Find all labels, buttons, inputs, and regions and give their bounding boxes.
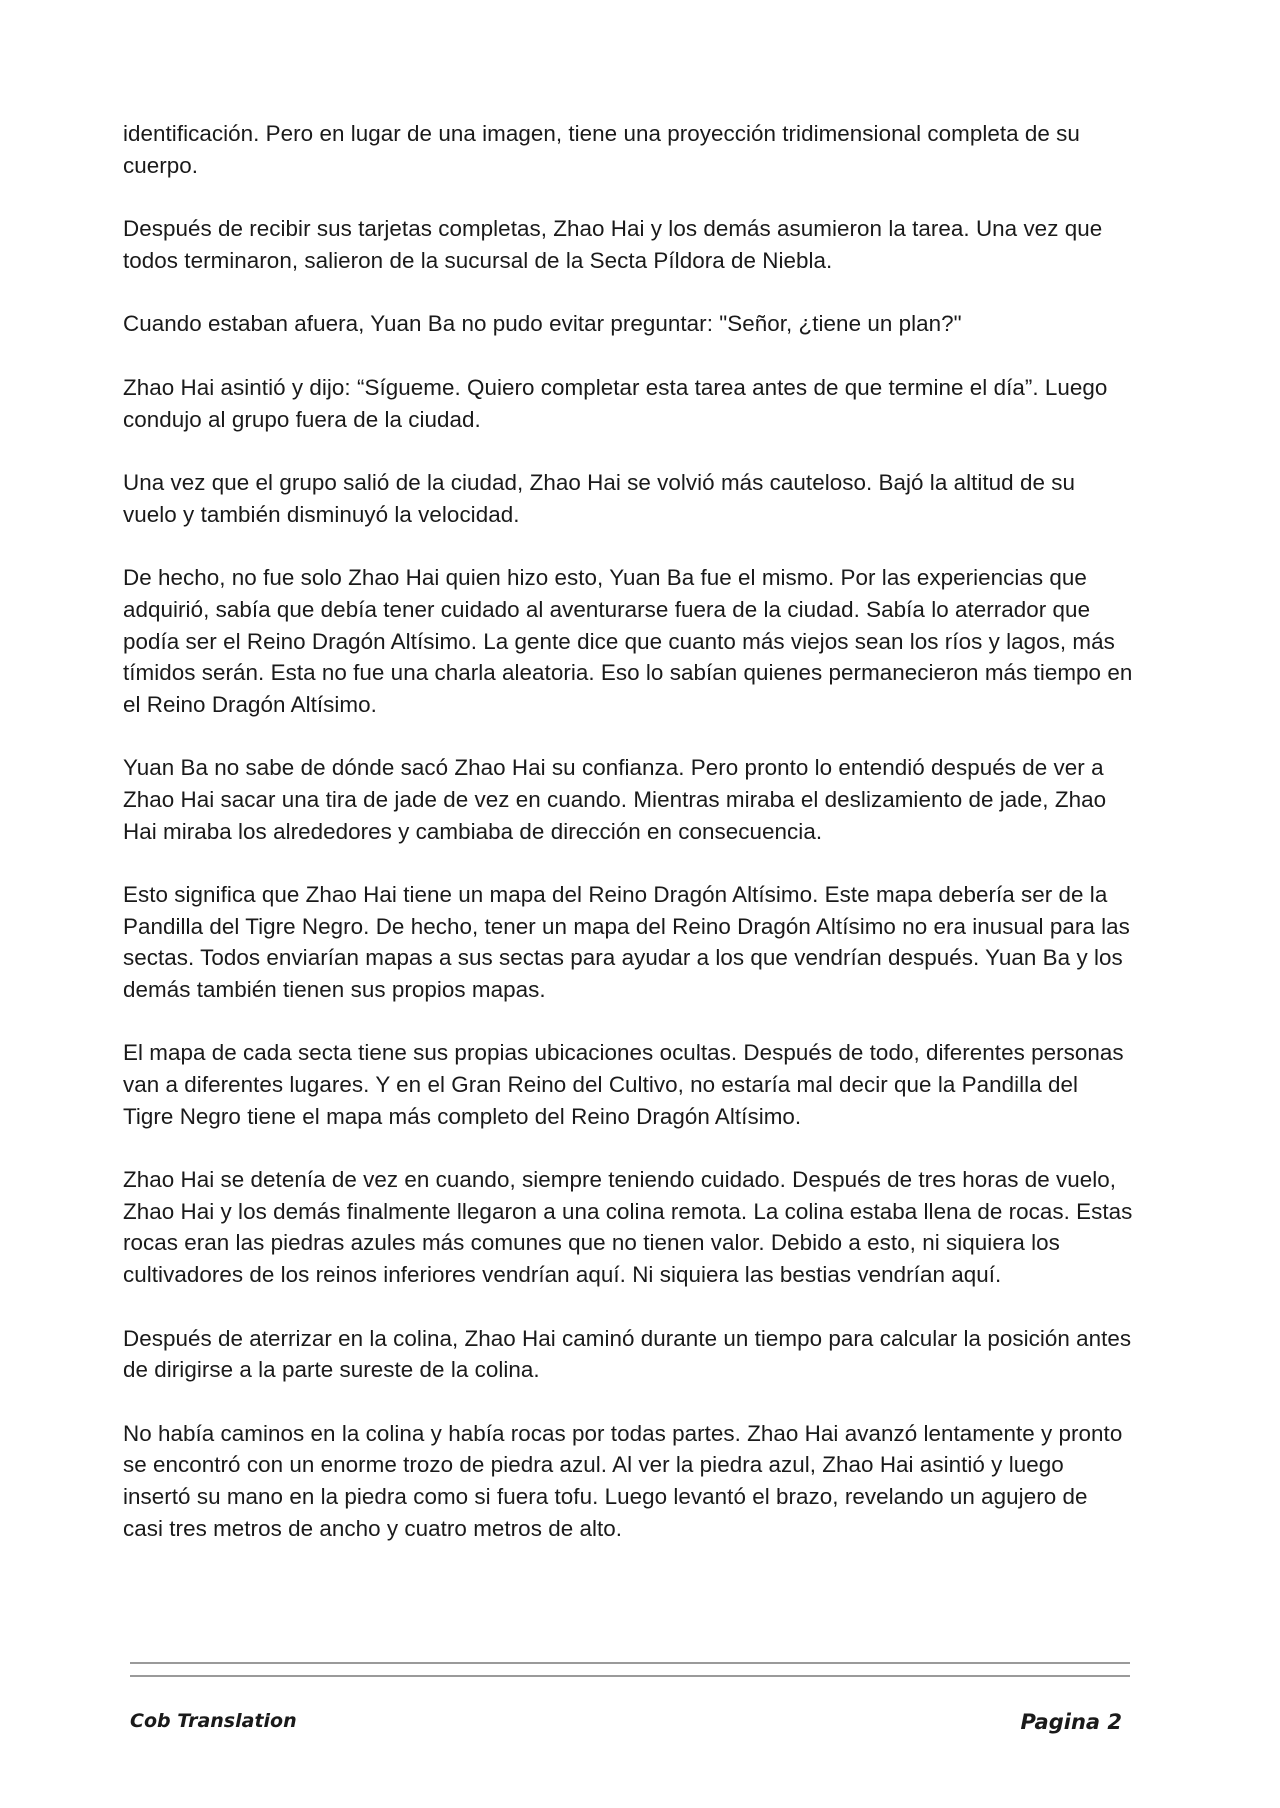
footer-divider-top: [130, 1662, 1130, 1664]
paragraph: Después de aterrizar en la colina, Zhao Hai caminó durante un tiempo para calcular la posición antes de dirigirse a la parte sureste de la colina.: [123, 1325, 1132, 1383]
footer-page-number: Pagina 2: [1020, 1710, 1122, 1734]
paragraph: Esto significa que Zhao Hai tiene un mapa del Reino Dragón Altísimo. Este mapa debería ser de la Pandilla del Tigre Negro. De hecho, tener un mapa del Reino Dragón Altísimo no era inusual para las sectas. Todos enviarían mapas a sus sectas para ayudar a los que vendrían después. Yuan Ba y los demás también tienen sus propios mapas.: [123, 882, 1130, 1002]
paragraph: Una vez que el grupo salió de la ciudad, Zhao Hai se volvió más cauteloso. Bajó la altitud de su vuelo y también disminuyó la velocidad.: [123, 470, 1075, 527]
paragraph: Zhao Hai asintió y dijo: “Sígueme. Quiero completar esta tarea antes de que termine el día”. Luego condujo al grupo fuera de la ciudad.: [123, 374, 1108, 432]
paragraph: No había caminos en la colina y había rocas por todas partes. Zhao Hai avanzó lentamente y pronto se encontró con un enorme trozo de piedra azul. Al ver la piedra azul, Zhao Hai asintió y luego insertó su mano en la piedra como si fuera tofu. Luego levantó el brazo, revelando un agujero de casi tres metros de ancho y cuatro metros de alto.: [123, 1420, 1123, 1541]
paragraph: De hecho, no fue solo Zhao Hai quien hizo esto, Yuan Ba fue el mismo. Por las experiencias que adquirió, sabía que debía tener cuidado al aventurarse fuera de la ciudad. Sabía lo aterrador que podía ser el Reino Dragón Altísimo. La gente dice que cuanto más viejos sean los ríos y lagos, más tímidos serán. Esta no fue una charla aleatoria. Eso lo sabían quienes permanecieron más tiempo en el Reino Dragón Altísimo.: [123, 565, 1133, 717]
paragraph: Yuan Ba no sabe de dónde sacó Zhao Hai su confianza. Pero pronto lo entendió después de ver a Zhao Hai sacar una tira de jade de vez en cuando. Mientras miraba el deslizamiento de jade, Zhao Hai miraba los alrededores y cambiaba de dirección en consecuencia.: [123, 755, 1107, 844]
paragraph: Cuando estaban afuera, Yuan Ba no pudo evitar preguntar: "Señor, ¿tiene un plan?": [123, 311, 962, 337]
paragraph: Después de recibir sus tarjetas completas, Zhao Hai y los demás asumieron la tarea. Una vez que todos terminaron, salieron de la sucursal de la Secta Píldora de Niebla.: [123, 216, 1103, 273]
footer-translator-credit: Cob Translation: [130, 1710, 297, 1732]
paragraph: Zhao Hai se detenía de vez en cuando, siempre teniendo cuidado. Después de tres horas de vuelo, Zhao Hai y los demás finalmente llegaron a una colina remota. La colina estaba llena de rocas. Estas rocas eran las piedras azules más comunes que no tienen valor. Debido a esto, ni siquiera los cultivadores de los reinos inferiores vendrían aquí. Ni siquiera las bestias vendrían aquí.: [123, 1167, 1133, 1288]
paragraph: El mapa de cada secta tiene sus propias ubicaciones ocultas. Después de todo, diferentes personas van a diferentes lugares. Y en el Gran Reino del Cultivo, no estaría mal decir que la Pandilla del Tigre Negro tiene el mapa más completo del Reino Dragón Altísimo.: [123, 1040, 1124, 1129]
footer-divider-bottom: [130, 1675, 1130, 1677]
paragraph: identificación. Pero en lugar de una imagen, tiene una proyección tridimensional completa de su cuerpo.: [123, 121, 1080, 178]
page-body: [123, 118, 1133, 1576]
